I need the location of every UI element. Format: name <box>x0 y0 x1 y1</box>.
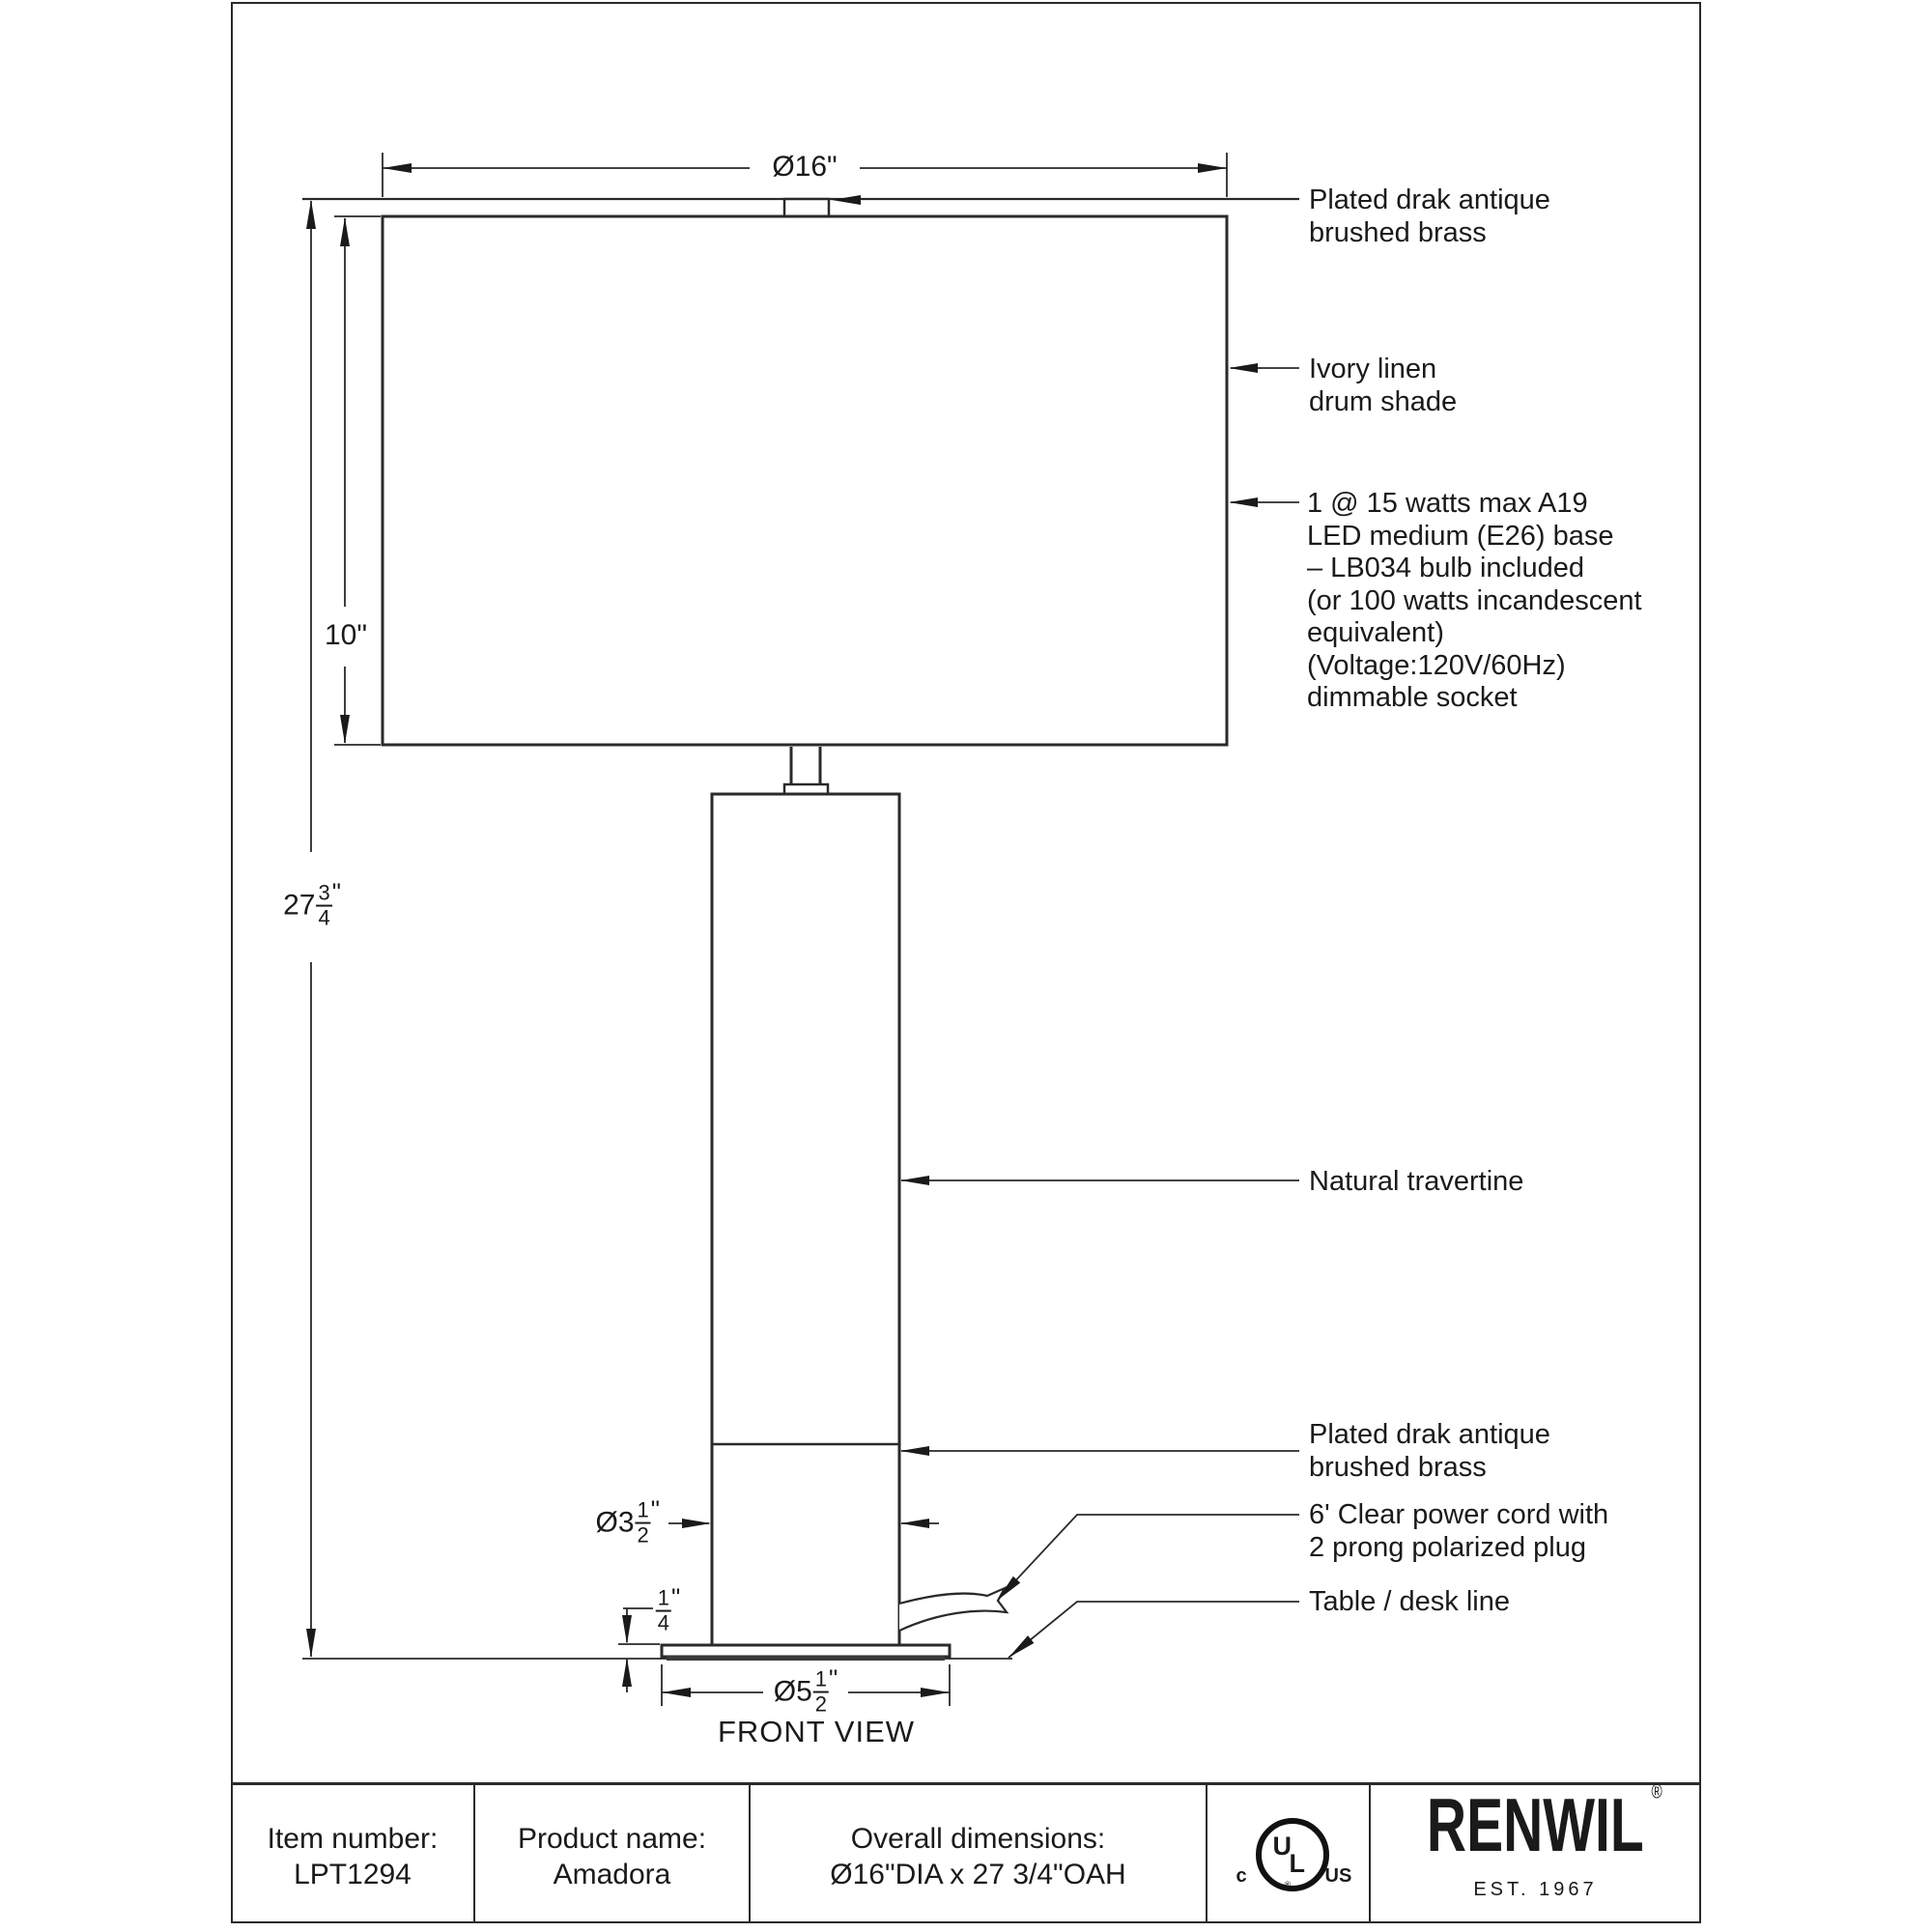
neck-stem <box>791 747 820 784</box>
title-cell-ul-certification <box>1206 1785 1369 1922</box>
base-clearance-label: $\frac{1}{4}$ " <box>657 1582 681 1635</box>
item-number-label: Item number: <box>267 1823 439 1855</box>
cul-us-certification-icon: c U L ® US <box>1211 1812 1366 1901</box>
fraction: $\frac{1}{4}$ <box>657 1585 670 1635</box>
callout-shade-material: Ivory linen drum shade <box>1309 354 1458 417</box>
overall-height-label: 27 $\frac{3}{4}$ " <box>278 883 346 930</box>
shade-height-arrow-bottom <box>340 715 350 744</box>
shade-dia-arrow-left <box>383 163 412 173</box>
clearance-arrow-down <box>622 1615 632 1644</box>
overall-dimensions-value: Ø16"DIA x 27 3/4"OAH <box>830 1859 1126 1890</box>
cord-arrow <box>997 1577 1020 1601</box>
power-cord <box>899 1588 1007 1631</box>
fraction: $\frac{1}{2}$ <box>814 1666 828 1717</box>
shade-diameter-label: Ø16" <box>767 151 841 184</box>
product-name-value: Amadora <box>553 1859 671 1890</box>
shade-height-label: 10" <box>320 619 372 652</box>
column-material-arrow <box>900 1176 929 1185</box>
base-finish-arrow <box>900 1446 929 1456</box>
callout-power-cord: 6' Clear power cord with 2 prong polarized plug <box>1309 1499 1609 1563</box>
shade-finial <box>784 199 829 216</box>
base-dia-arrow-left <box>662 1688 691 1697</box>
column-dia-arrow-left <box>682 1519 711 1528</box>
column-dia-arrow-right <box>900 1519 929 1528</box>
bulb-arrow <box>1229 497 1258 507</box>
callout-column-material: Natural travertine <box>1309 1166 1524 1197</box>
base-dia-arrow-right <box>921 1688 950 1697</box>
product-name-label: Product name: <box>517 1823 707 1855</box>
base-plate <box>662 1645 950 1657</box>
fitting-arrow <box>832 195 861 205</box>
title-block <box>232 1782 1700 1922</box>
title-cell-product-name <box>473 1785 749 1922</box>
overall-dimensions-label: Overall dimensions: <box>850 1823 1106 1855</box>
lamp-column <box>712 794 899 1645</box>
view-title: FRONT VIEW <box>717 1715 916 1748</box>
shade-dia-arrow-right <box>1198 163 1227 173</box>
callout-table-line: Table / desk line <box>1309 1586 1510 1617</box>
callout-base-finish: Plated drak antique brushed brass <box>1309 1419 1550 1483</box>
drum-shade <box>383 216 1227 745</box>
brand-est-year: EST. 1967 <box>1473 1879 1598 1900</box>
clearance-arrow-up <box>622 1658 632 1687</box>
shade-material-arrow <box>1229 363 1258 373</box>
fraction: $\frac{1}{2}$ <box>637 1497 649 1548</box>
table-line-leader <box>1009 1602 1299 1658</box>
item-number-value: LPT1294 <box>294 1859 412 1890</box>
title-cell-brand <box>1369 1781 1700 1922</box>
callout-shade-fitting: Plated drak antique brushed brass <box>1309 185 1550 248</box>
title-cell-item-number <box>232 1785 473 1922</box>
column-diameter-label: Ø3 $\frac{1}{2}$ " <box>590 1500 665 1548</box>
renwil-logo: RENWIL ® EST. 1967 <box>1421 1805 1650 1908</box>
shade-height-extension-lines <box>334 216 381 745</box>
lamp-geometry <box>383 199 1227 1659</box>
base-diameter-label: Ø5 $\frac{1}{2}$ " <box>769 1669 843 1717</box>
cord-leader <box>997 1515 1299 1601</box>
table-line-arrow <box>1009 1635 1034 1658</box>
fraction: $\frac{3}{4}$ <box>318 880 330 930</box>
shade-height-arrow-top <box>340 217 350 246</box>
overall-height-arrow-top <box>306 200 316 229</box>
callout-bulb-spec: 1 @ 15 watts max A19 LED medium (E26) base – LB034 bulb included (or 100 watts incandescent equivalent) (Voltage:120V/60Hz) dimmable socket <box>1307 488 1642 713</box>
title-cell-overall-dimensions <box>749 1785 1206 1922</box>
overall-height-arrow-bottom <box>306 1629 316 1658</box>
ul-circle: U L ® <box>1256 1818 1329 1891</box>
